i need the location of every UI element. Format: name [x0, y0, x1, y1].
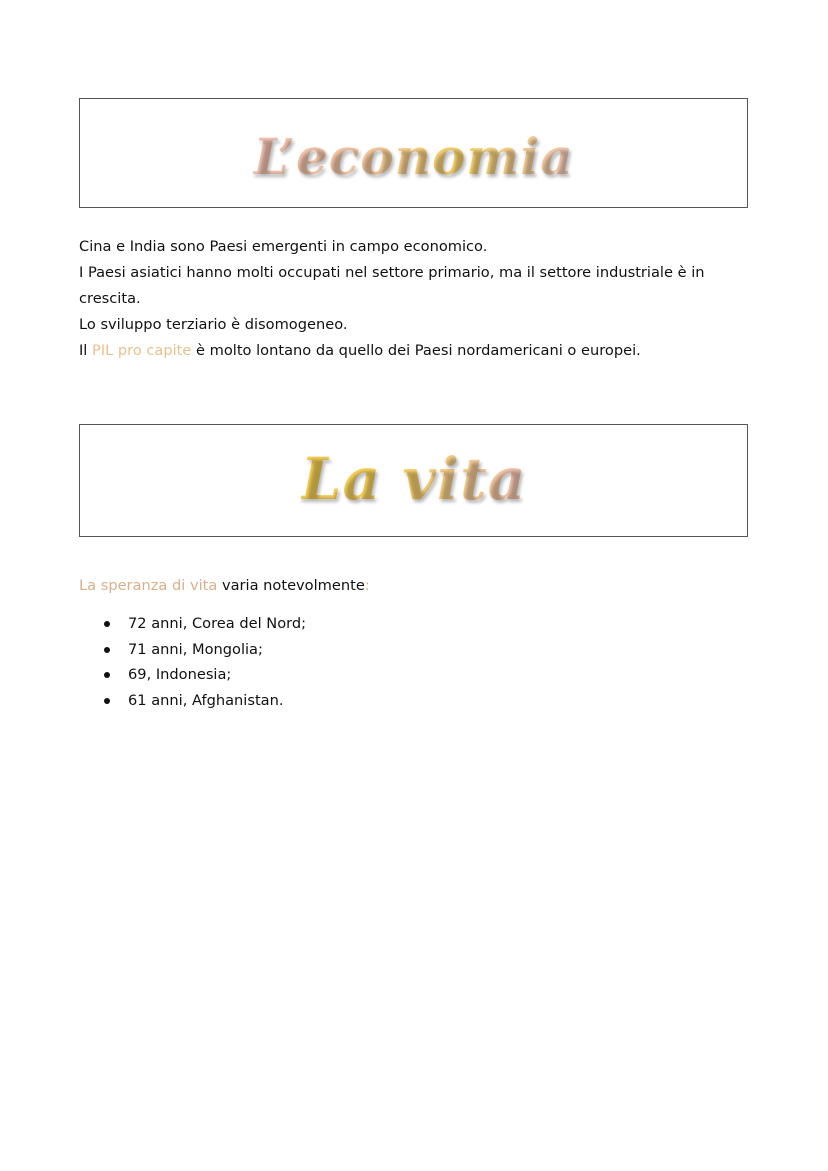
- list-item-text: 69, Indonesia;: [128, 666, 232, 683]
- list-item-text: 71 anni, Mongolia;: [128, 640, 263, 658]
- bullet-icon: [104, 647, 110, 653]
- pil-prefix: Il: [79, 342, 92, 359]
- pil-highlight: PIL pro capite: [92, 342, 192, 359]
- bullet-icon: [104, 672, 110, 678]
- life-expectancy-list: [100, 611, 306, 713]
- economia-paragraphs: [79, 234, 747, 364]
- bullet-icon: [104, 698, 110, 704]
- economia-title: L’economia: [253, 126, 574, 186]
- bullet-icon: [104, 621, 110, 627]
- paragraph-cina-india: Cina e India sono Paesi emergenti in campo economico.: [79, 238, 488, 255]
- list-item: [100, 662, 306, 688]
- list-item-text: 61 anni, Afghanistan.: [128, 691, 284, 709]
- speranza-colon: :: [364, 577, 370, 594]
- list-item-text: 72 anni, Corea del Nord;: [128, 615, 307, 632]
- pil-suffix: è molto lontano da quello dei Paesi nordamericani o europei.: [191, 342, 641, 359]
- vita-title: La vita: [300, 444, 527, 513]
- list-item: [100, 637, 306, 663]
- speranza-intro: [79, 575, 370, 597]
- speranza-text: varia notevolmente: [217, 577, 365, 594]
- paragraph-terziario: Lo sviluppo terziario è disomogeneo.: [79, 316, 348, 333]
- paragraph-pil: [79, 338, 747, 364]
- list-item: [100, 611, 306, 637]
- paragraph-paesi-asiatici: I Paesi asiatici hanno molti occupati nel settore primario, ma il settore industriale è in crescita.: [79, 264, 705, 307]
- vita-title-box: [79, 424, 748, 537]
- speranza-highlight: La speranza di vita: [79, 577, 218, 594]
- economia-title-box: [79, 98, 748, 208]
- list-item: [100, 688, 306, 714]
